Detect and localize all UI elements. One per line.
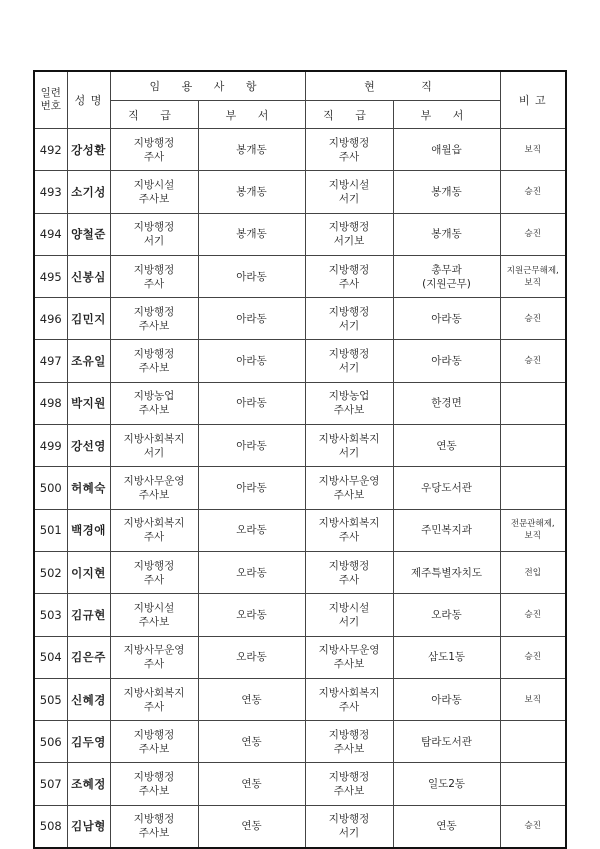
appointment-rank-cell: 지방시설 주사보: [110, 171, 198, 213]
current-dept-cell: 삼도1동: [393, 636, 500, 678]
table-row: [34, 382, 566, 424]
personnel-appointment-table: [33, 70, 567, 849]
note-cell: 승진: [500, 213, 566, 255]
appointment-rank-header: 직 급: [110, 101, 198, 129]
current-rank-cell: 지방사회복지 주사: [305, 678, 393, 720]
serial-number-cell: 504: [34, 636, 67, 678]
current-dept-cell: 애월읍: [393, 129, 500, 171]
current-dept-cell: 연동: [393, 805, 500, 848]
name-cell: 신봉심: [67, 255, 110, 297]
current-rank-cell: 지방농업 주사보: [305, 382, 393, 424]
note-cell: 승진: [500, 171, 566, 213]
serial-number-cell: 506: [34, 721, 67, 763]
note-cell: 전입: [500, 551, 566, 593]
serial-number-cell: 508: [34, 805, 67, 848]
note-cell: 승진: [500, 340, 566, 382]
appointment-rank-cell: 지방행정 주사: [110, 551, 198, 593]
appointment-dept-cell: 봉개동: [198, 213, 305, 255]
serial-number-header: 일련 번호: [34, 71, 67, 129]
current-rank-cell: 지방사회복지 서기: [305, 425, 393, 467]
table-row: [34, 213, 566, 255]
note-cell: [500, 763, 566, 805]
name-cell: 박지원: [67, 382, 110, 424]
appointment-dept-cell: 아라동: [198, 425, 305, 467]
current-rank-cell: 지방시설 서기: [305, 594, 393, 636]
note-cell: 승진: [500, 636, 566, 678]
appointment-rank-cell: 지방사회복지 서기: [110, 425, 198, 467]
appointment-rank-cell: 지방농업 주사보: [110, 382, 198, 424]
appointment-rank-cell: 지방행정 주사: [110, 129, 198, 171]
serial-number-cell: 496: [34, 298, 67, 340]
header-row-top: [34, 71, 566, 101]
current-rank-cell: 지방행정 주사보: [305, 763, 393, 805]
current-rank-cell: 지방행정 서기보: [305, 213, 393, 255]
current-rank-cell: 지방사무운영 주사보: [305, 467, 393, 509]
name-cell: 백경애: [67, 509, 110, 551]
appointment-rank-cell: 지방사무운영 주사보: [110, 467, 198, 509]
appointment-dept-cell: 오라동: [198, 509, 305, 551]
serial-number-cell: 500: [34, 467, 67, 509]
name-cell: 김은주: [67, 636, 110, 678]
appointment-dept-cell: 연동: [198, 805, 305, 848]
current-dept-cell: 탐라도서관: [393, 721, 500, 763]
table-row: [34, 467, 566, 509]
note-cell: [500, 467, 566, 509]
current-dept-cell: 주민복지과: [393, 509, 500, 551]
appointment-dept-cell: 연동: [198, 721, 305, 763]
appointment-rank-cell: 지방시설 주사보: [110, 594, 198, 636]
current-rank-cell: 지방행정 주사: [305, 255, 393, 297]
appointment-rank-cell: 지방행정 주사보: [110, 298, 198, 340]
current-dept-header: 부 서: [393, 101, 500, 129]
appointment-rank-cell: 지방행정 주사보: [110, 340, 198, 382]
appointment-dept-cell: 아라동: [198, 467, 305, 509]
current-rank-cell: 지방행정 서기: [305, 298, 393, 340]
note-cell: [500, 425, 566, 467]
current-rank-cell: 지방행정 주사: [305, 129, 393, 171]
serial-number-cell: 495: [34, 255, 67, 297]
serial-number-cell: 502: [34, 551, 67, 593]
current-rank-cell: 지방행정 주사: [305, 551, 393, 593]
appointment-rank-cell: 지방행정 주사: [110, 255, 198, 297]
appointment-rank-cell: 지방사무운영 주사: [110, 636, 198, 678]
name-cell: 소기성: [67, 171, 110, 213]
current-dept-cell: 한경면: [393, 382, 500, 424]
table-row: [34, 298, 566, 340]
name-cell: 강성환: [67, 129, 110, 171]
name-cell: 허혜숙: [67, 467, 110, 509]
appointment-dept-cell: 아라동: [198, 382, 305, 424]
current-dept-cell: 일도2동: [393, 763, 500, 805]
current-rank-cell: 지방사무운영 주사보: [305, 636, 393, 678]
note-cell: 전문관해제, 보직: [500, 509, 566, 551]
serial-number-cell: 498: [34, 382, 67, 424]
appointment-dept-cell: 봉개동: [198, 171, 305, 213]
name-cell: 김규현: [67, 594, 110, 636]
current-rank-header: 직 급: [305, 101, 393, 129]
note-cell: 승진: [500, 805, 566, 848]
appointment-rank-cell: 지방행정 주사보: [110, 721, 198, 763]
name-cell: 강선영: [67, 425, 110, 467]
name-cell: 김두영: [67, 721, 110, 763]
current-dept-cell: 총무과 (지원근무): [393, 255, 500, 297]
note-cell: 승진: [500, 594, 566, 636]
name-cell: 조유일: [67, 340, 110, 382]
name-cell: 양철준: [67, 213, 110, 255]
serial-number-cell: 493: [34, 171, 67, 213]
note-header: 비 고: [500, 71, 566, 129]
table-row: [34, 551, 566, 593]
serial-number-cell: 503: [34, 594, 67, 636]
name-cell: 김민지: [67, 298, 110, 340]
appointment-rank-cell: 지방사회복지 주사: [110, 509, 198, 551]
appointment-rank-cell: 지방사회복지 주사: [110, 678, 198, 720]
note-cell: 보직: [500, 129, 566, 171]
name-header: 성 명: [67, 71, 110, 129]
current-dept-cell: 오라동: [393, 594, 500, 636]
appointment-dept-cell: 오라동: [198, 594, 305, 636]
serial-number-cell: 501: [34, 509, 67, 551]
serial-number-cell: 492: [34, 129, 67, 171]
header-row-sub: [34, 101, 566, 129]
appointment-dept-cell: 아라동: [198, 340, 305, 382]
appointment-rank-cell: 지방행정 서기: [110, 213, 198, 255]
note-cell: 지원근무해제, 보직: [500, 255, 566, 297]
table-row: [34, 763, 566, 805]
current-rank-cell: 지방행정 주사보: [305, 721, 393, 763]
current-rank-cell: 지방시설 서기: [305, 171, 393, 213]
table-row: [34, 721, 566, 763]
appointment-dept-cell: 봉개동: [198, 129, 305, 171]
current-dept-cell: 아라동: [393, 340, 500, 382]
appointment-rank-cell: 지방행정 주사보: [110, 763, 198, 805]
current-rank-cell: 지방행정 서기: [305, 340, 393, 382]
current-dept-cell: 봉개동: [393, 213, 500, 255]
table-row: [34, 805, 566, 848]
current-dept-cell: 아라동: [393, 678, 500, 720]
serial-number-cell: 499: [34, 425, 67, 467]
table-row: [34, 509, 566, 551]
current-dept-cell: 봉개동: [393, 171, 500, 213]
current-position-header: 현 직: [305, 71, 500, 101]
appointment-rank-cell: 지방행정 주사보: [110, 805, 198, 848]
appointment-dept-cell: 연동: [198, 678, 305, 720]
table-row: [34, 171, 566, 213]
appointment-dept-cell: 연동: [198, 763, 305, 805]
appointment-dept-cell: 아라동: [198, 298, 305, 340]
serial-number-cell: 507: [34, 763, 67, 805]
appointment-dept-cell: 오라동: [198, 551, 305, 593]
appointment-dept-cell: 오라동: [198, 636, 305, 678]
serial-number-cell: 497: [34, 340, 67, 382]
table-row: [34, 425, 566, 467]
current-dept-cell: 제주특별자치도: [393, 551, 500, 593]
appointment-dept-cell: 아라동: [198, 255, 305, 297]
table-row: [34, 340, 566, 382]
current-rank-cell: 지방행정 서기: [305, 805, 393, 848]
note-cell: [500, 721, 566, 763]
current-dept-cell: 우당도서관: [393, 467, 500, 509]
table-row: [34, 594, 566, 636]
serial-number-cell: 505: [34, 678, 67, 720]
table-row: [34, 129, 566, 171]
note-cell: [500, 382, 566, 424]
serial-number-cell: 494: [34, 213, 67, 255]
name-cell: 이지현: [67, 551, 110, 593]
current-dept-cell: 아라동: [393, 298, 500, 340]
table-row: [34, 255, 566, 297]
appointment-header: 임 용 사 항: [110, 71, 305, 101]
name-cell: 조혜정: [67, 763, 110, 805]
note-cell: 보직: [500, 678, 566, 720]
note-cell: 승진: [500, 298, 566, 340]
appointment-dept-header: 부 서: [198, 101, 305, 129]
current-rank-cell: 지방사회복지 주사: [305, 509, 393, 551]
current-dept-cell: 연동: [393, 425, 500, 467]
name-cell: 김남형: [67, 805, 110, 848]
table-row: [34, 636, 566, 678]
table-row: [34, 678, 566, 720]
name-cell: 신혜경: [67, 678, 110, 720]
